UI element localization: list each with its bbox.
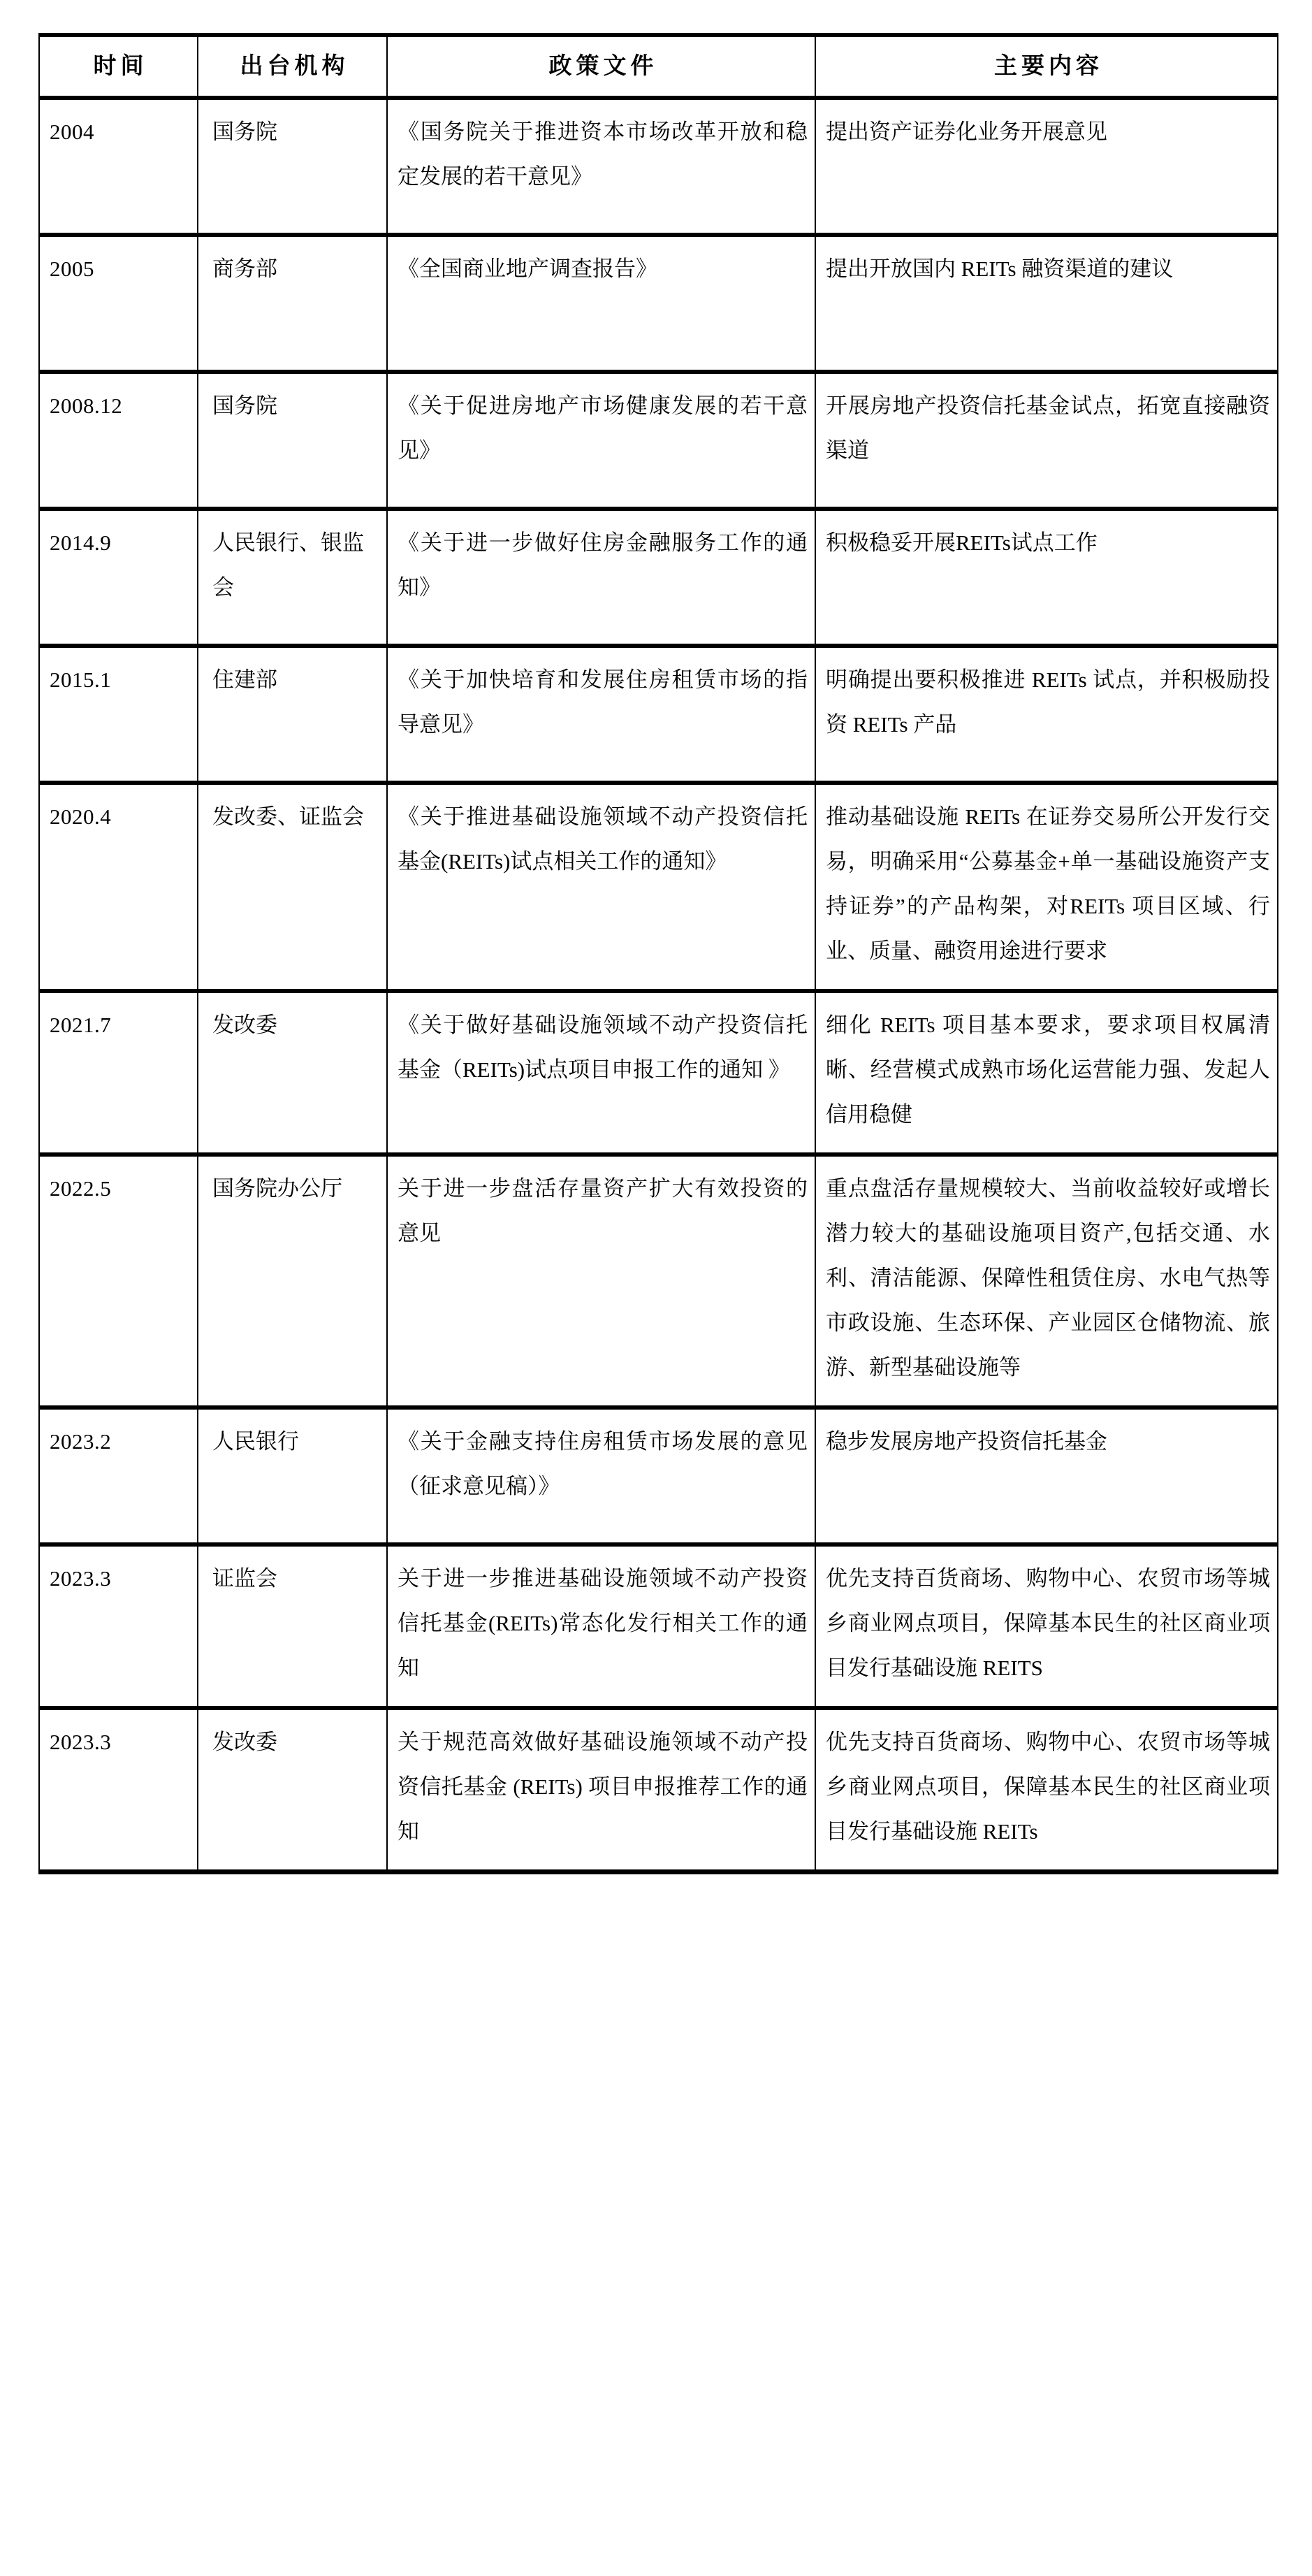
row-cell-document-text: 《关于推进基础设施领域不动产投资信托基金(REITs)试点相关工作的通知》 [398,804,808,874]
column-header-time [39,35,198,98]
row-cell-document-text: 《关于加快培育和发展住房租赁市场的指导意见》 [398,667,808,737]
row-cell-content-text: 重点盘活存量规模较大、当前收益较好或增长潜力较大的基础设施项目资产,包括交通、水利、清洁能源、保障性租赁住房、水电气热等市政设施、生态环保、产业园区仓储物流、旅游、新型基础设施等 [826,1176,1270,1380]
row-cell-agency [198,1408,387,1544]
row-cell-agency-text: 商务部 [212,256,277,281]
column-header-time-label: 时间 [93,53,148,79]
row-cell-document [387,783,815,991]
row-cell-agency-text: 发改委 [212,1730,277,1754]
row-cell-time [39,991,198,1155]
row-cell-time [39,1708,198,1872]
row-cell-document-text: 《关于金融支持住房租赁市场发展的意见（征求意见稿）》 [398,1429,808,1498]
row-cell-content-text: 细化 REITs 项目基本要求，要求项目权属清晰、经营模式成熟市场化运营能力强、发起人信用稳健 [826,1013,1270,1127]
row-cell-time [39,509,198,646]
row-cell-time-text: 2023.3 [50,1566,112,1591]
row-cell-document-text: 《关于做好基础设施领域不动产投资信托基金（REITs)试点项目申报工作的通知 》 [398,1013,808,1082]
row-cell-content-text: 提出资产证券化业务开展意见 [826,120,1107,144]
row-cell-document [387,1544,815,1708]
row-cell-document-text: 关于进一步推进基础设施领域不动产投资信托基金(REITs)常态化发行相关工作的通知 [398,1566,808,1680]
row-cell-agency [198,646,387,783]
row-cell-document [387,1155,815,1408]
column-header-document-label: 政策文件 [548,53,658,79]
row-cell-document-text: 关于进一步盘活存量资产扩大有效投资的意见 [398,1176,808,1245]
column-header-agency [198,35,387,98]
row-cell-document-text: 《关于促进房地产市场健康发展的若干意见》 [398,393,808,463]
row-cell-content [815,1155,1278,1408]
row-cell-agency [198,1708,387,1872]
table-row [39,1155,1278,1408]
row-cell-document [387,1708,815,1872]
row-cell-content [815,372,1278,509]
row-cell-agency [198,235,387,372]
row-cell-content-text: 优先支持百货商场、购物中心、农贸市场等城乡商业网点项目，保障基本民生的社区商业项目发行基础设施 REITS [826,1566,1270,1680]
row-cell-agency [198,783,387,991]
row-cell-content-text: 明确提出要积极推进 REITs 试点，并积极励投资 REITs 产品 [826,667,1270,737]
row-cell-agency [198,372,387,509]
row-cell-document [387,372,815,509]
row-cell-time [39,98,198,235]
row-cell-agency-text: 国务院 [212,393,277,418]
row-cell-time [39,1155,198,1408]
row-cell-agency-text: 人民银行 [212,1429,299,1454]
row-cell-document [387,509,815,646]
table-row [39,1408,1278,1544]
row-cell-agency [198,1544,387,1708]
row-cell-agency-text: 发改委 [212,1013,277,1037]
row-cell-time [39,783,198,991]
row-cell-time [39,646,198,783]
row-cell-document-text: 《关于进一步做好住房金融服务工作的通知》 [398,530,808,600]
row-cell-document-text: 《全国商业地产调查报告》 [398,256,657,281]
column-header-content [815,35,1278,98]
row-cell-time-text: 2014.9 [50,530,112,555]
row-cell-agency-text: 证监会 [212,1566,277,1591]
row-cell-content-text: 推动基础设施 REITs 在证券交易所公开发行交易，明确采用“公募基金+单一基础设施资产支持证券”的产品构架，对REITs 项目区域、行业、质量、融资用途进行要求 [826,804,1270,963]
row-cell-time-text: 2008.12 [50,393,123,418]
table-row [39,646,1278,783]
row-cell-content [815,509,1278,646]
table-header-row [39,35,1278,98]
row-cell-document [387,1408,815,1544]
row-cell-document [387,646,815,783]
row-cell-time-text: 2020.4 [50,804,112,829]
table-row [39,783,1278,991]
table-body [39,98,1278,1872]
row-cell-content [815,1408,1278,1544]
row-cell-time-text: 2022.5 [50,1176,112,1201]
row-cell-time-text: 2023.2 [50,1429,112,1454]
table-row [39,98,1278,235]
column-header-agency-label: 出台机构 [240,53,349,79]
table-row [39,991,1278,1155]
row-cell-content-text: 优先支持百货商场、购物中心、农贸市场等城乡商业网点项目，保障基本民生的社区商业项目发行基础设施 REITs [826,1730,1270,1844]
row-cell-agency-text: 人民银行、银监会 [212,530,364,600]
row-cell-agency-text: 国务院办公厅 [212,1176,342,1201]
column-header-document [387,35,815,98]
row-cell-content [815,646,1278,783]
row-cell-content-text: 开展房地产投资信托基金试点，拓宽直接融资渠道 [826,393,1270,463]
row-cell-content [815,235,1278,372]
row-cell-content-text: 稳步发展房地产投资信托基金 [826,1429,1107,1454]
row-cell-agency [198,991,387,1155]
row-cell-document-text: 《国务院关于推进资本市场改革开放和稳定发展的若干意见》 [398,120,808,189]
row-cell-content [815,98,1278,235]
column-header-content-label: 主要内容 [994,53,1103,79]
row-cell-agency-text: 发改委、证监会 [212,804,364,829]
row-cell-agency-text: 住建部 [212,667,277,692]
row-cell-time [39,372,198,509]
table-row [39,1708,1278,1872]
row-cell-time-text: 2004 [50,120,94,144]
row-cell-time-text: 2023.3 [50,1730,112,1754]
row-cell-time [39,1408,198,1544]
table-row [39,372,1278,509]
row-cell-time [39,235,198,372]
row-cell-document [387,235,815,372]
row-cell-content [815,783,1278,991]
table-header [39,35,1278,98]
row-cell-agency [198,98,387,235]
row-cell-agency [198,509,387,646]
table-row [39,1544,1278,1708]
table-row [39,235,1278,372]
row-cell-document [387,991,815,1155]
row-cell-document [387,98,815,235]
row-cell-agency [198,1155,387,1408]
row-cell-content [815,991,1278,1155]
row-cell-time-text: 2021.7 [50,1013,112,1037]
reits-policy-timeline-table [38,33,1278,1874]
row-cell-content [815,1708,1278,1872]
row-cell-time-text: 2015.1 [50,667,112,692]
row-cell-agency-text: 国务院 [212,120,277,144]
row-cell-document-text: 关于规范高效做好基础设施领域不动产投资信托基金 (REITs) 项目申报推荐工作的通知 [398,1730,808,1844]
row-cell-content-text: 提出开放国内 REITs 融资渠道的建议 [826,256,1174,281]
row-cell-content-text: 积极稳妥开展REITs试点工作 [826,530,1098,555]
table-row [39,509,1278,646]
row-cell-content [815,1544,1278,1708]
row-cell-time-text: 2005 [50,256,94,281]
row-cell-time [39,1544,198,1708]
